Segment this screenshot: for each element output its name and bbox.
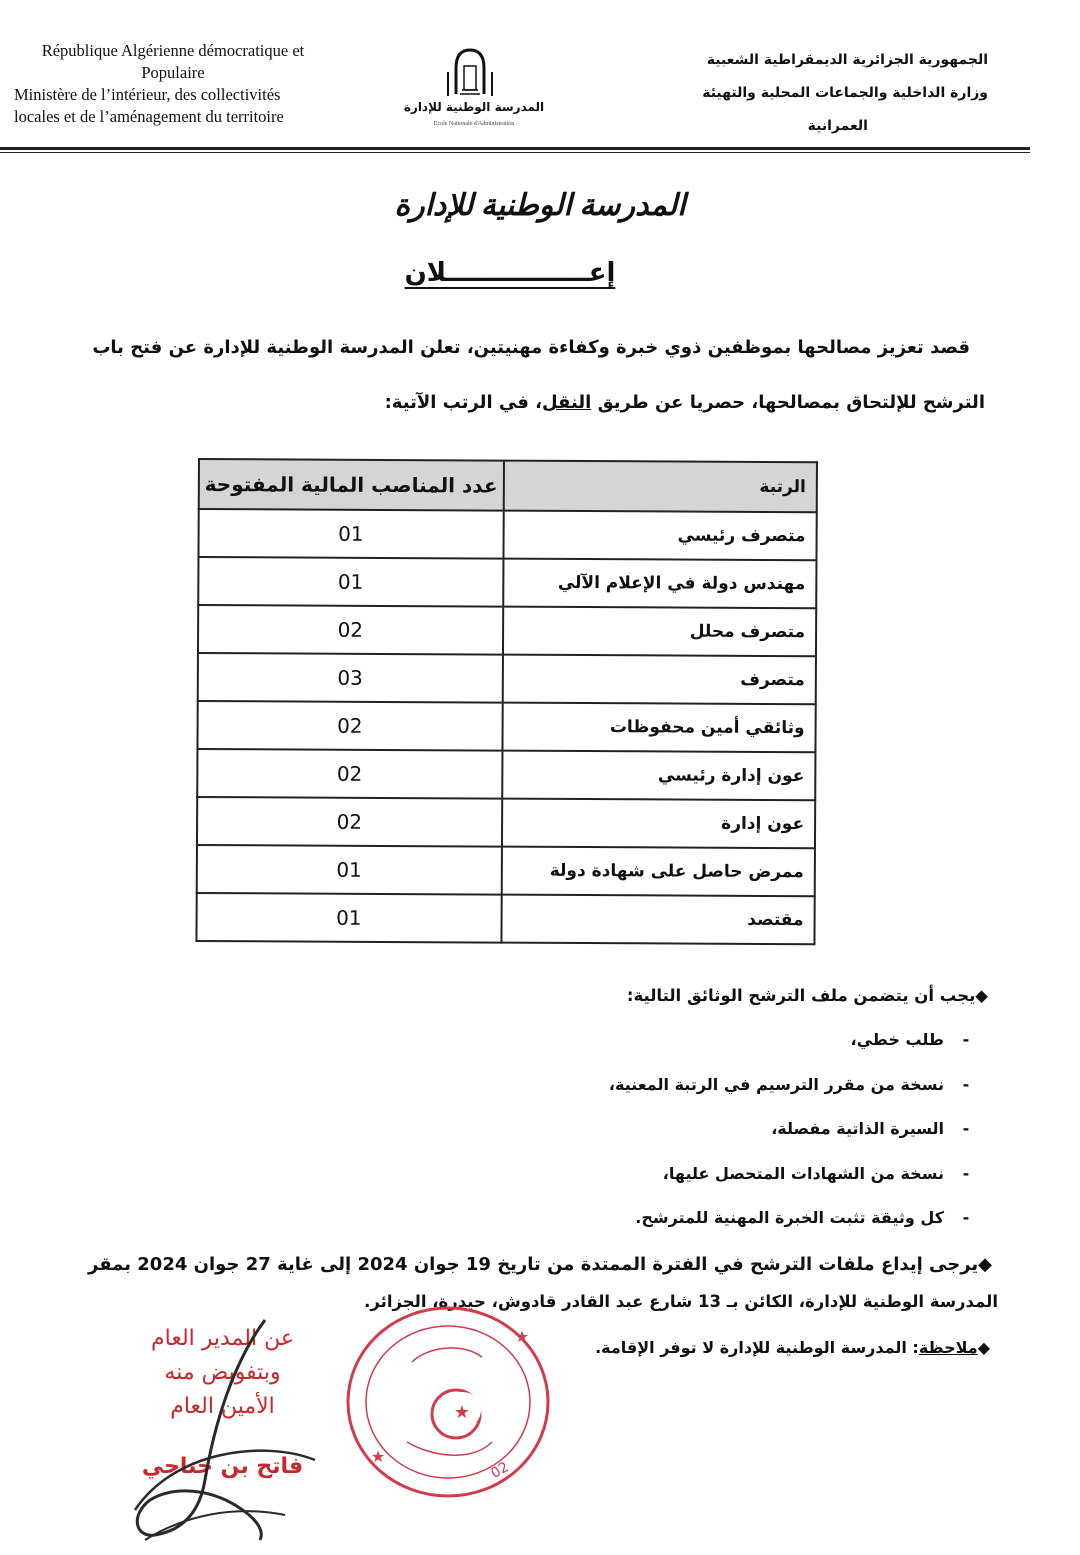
signatory-name: فاتح بن جناحي: [141, 1454, 304, 1479]
header-french-block: [14, 40, 332, 128]
rank-cell: مهندس دولة في الإعلام الآلي: [503, 559, 817, 609]
header-ar-line3: العمرانية: [807, 118, 868, 134]
intro-line-1: قصد تعزيز مصالحها بموظفين ذوي خبرة وكفاءة مهنيتين، تعلن المدرسة الوطنية للإدارة عن فتح باب: [92, 337, 970, 358]
list-item: - نسخة من الشهادات المتحصل عليها،: [468, 1164, 988, 1209]
list-item: - نسخة من مقرر الترسيم في الرتبة المعنية،: [468, 1075, 988, 1120]
intro-line-2: [385, 392, 985, 413]
intro-line-2-end: ، في الرتب الآتية:: [384, 392, 542, 413]
signature-line-3: الأمين العام: [170, 1394, 275, 1419]
rank-cell: متصرف: [502, 655, 816, 705]
documents-heading: ◆يجب أن يتضمن ملف الترشح الوثائق التالية:: [626, 986, 988, 1005]
rank-cell: ممرض حاصل على شهادة دولة: [501, 847, 815, 897]
table-row: [196, 893, 814, 944]
documents-heading-text: يجب أن يتضمن ملف الترشح الوثائق التالية:: [626, 986, 976, 1005]
table-row: [198, 605, 816, 656]
stamp-number: 02: [488, 1459, 512, 1482]
svg-text:★: ★: [514, 1327, 530, 1346]
signature-line-2: وبتفويض منه: [164, 1360, 281, 1385]
header-arabic-block: [658, 44, 988, 143]
svg-text:★: ★: [453, 1402, 471, 1423]
intro-line-2-emphasis: النقل: [541, 392, 592, 413]
rank-cell: عون إدارة: [501, 799, 815, 849]
announcement-title: إعــــــــــــــــلان: [404, 258, 616, 288]
note-text: : المدرسة الوطنية للإدارة لا توفر الإقامة.: [595, 1338, 919, 1357]
header-fr-line2: Populaire: [141, 63, 205, 82]
column-header-count: عدد المناصب المالية المفتوحة: [199, 459, 504, 511]
rank-cell: وثائقي أمين محفوظات: [502, 703, 816, 753]
deposit-line-1: ◆يرجى إيداع ملفات الترشح في الفترة الممتدة من تاريخ 19 جوان 2024 إلى غاية 27 جوان 2024 بمقر: [88, 1254, 992, 1275]
documents-list: [468, 1030, 988, 1253]
handwritten-signature-icon: [115, 1300, 345, 1550]
table-body: [196, 509, 816, 944]
count-cell: 01: [198, 509, 503, 559]
header-fr-line4: locales et de l’aménagement du territoire: [14, 107, 284, 126]
signature-line-1: عن المدير العام: [151, 1326, 294, 1351]
list-item: - كل وثيقة تثبت الخبرة المهنية للمترشح.: [468, 1208, 988, 1253]
header-ar-line2: وزارة الداخلية والجماعات المحلية والتهيئة: [702, 85, 988, 101]
header-fr-line1: République Algérienne démocratique et: [41, 41, 305, 60]
deposit-line-1-text: يرجى إيداع ملفات الترشح في الفترة الممتدة من تاريخ 19 جوان 2024 إلى غاية 27 جوان 2024 بمقر: [88, 1254, 979, 1275]
count-cell: 01: [196, 893, 501, 943]
table-header-row: [199, 459, 817, 512]
header-ar-line1: الجمهورية الجزائرية الديمقراطية الشعبية: [706, 52, 988, 68]
positions-table: [195, 458, 818, 945]
table-row: [197, 749, 815, 800]
count-cell: 01: [198, 557, 503, 607]
header-divider: [0, 147, 1030, 150]
table-row: [198, 557, 816, 608]
svg-text:★: ★: [370, 1447, 386, 1466]
table-row: [198, 653, 816, 704]
header-fr-line3: Ministère de l’intérieur, des collectivités: [14, 85, 281, 104]
table-row: [197, 845, 815, 896]
rank-cell: متصرف رئيسي: [503, 511, 817, 561]
table-row: [198, 509, 816, 560]
count-cell: 02: [197, 701, 502, 751]
note-label: ملاحظة: [918, 1338, 978, 1357]
count-cell: 01: [197, 845, 502, 895]
column-header-rank: الرتبة: [503, 461, 817, 513]
table-row: [197, 797, 815, 848]
intro-line-2-start: الترشح للإلتحاق بمصالحها، حصريا عن طريق: [591, 392, 985, 413]
rank-cell: متصرف محلل: [502, 607, 816, 657]
institution-title: المدرسة الوطنية للإدارة: [394, 189, 686, 222]
header-divider-thin: [0, 152, 1030, 153]
count-cell: 03: [198, 653, 503, 703]
count-cell: 02: [197, 749, 502, 799]
deposit-line-2: المدرسة الوطنية للإدارة، الكائن بـ 13 شارع عبد القادر قادوش، حيدرة، الجزائر.: [364, 1292, 998, 1311]
list-item: - السيرة الذاتية مفصلة،: [468, 1119, 988, 1164]
note: ◆ملاحظة: المدرسة الوطنية للإدارة لا توفر الإقامة.: [595, 1338, 990, 1357]
count-cell: 02: [197, 797, 502, 847]
list-item: - طلب خطي،: [468, 1030, 988, 1075]
rank-cell: مقتصد: [501, 895, 815, 945]
logo-french-text: Ecole Nationale d'Administration: [433, 121, 515, 127]
logo-arabic-text: المدرسة الوطنية للإدارة: [403, 100, 545, 114]
official-stamp-icon: [342, 1302, 554, 1502]
table-row: [197, 701, 815, 752]
rank-cell: عون إدارة رئيسي: [502, 751, 816, 801]
count-cell: 02: [198, 605, 503, 655]
